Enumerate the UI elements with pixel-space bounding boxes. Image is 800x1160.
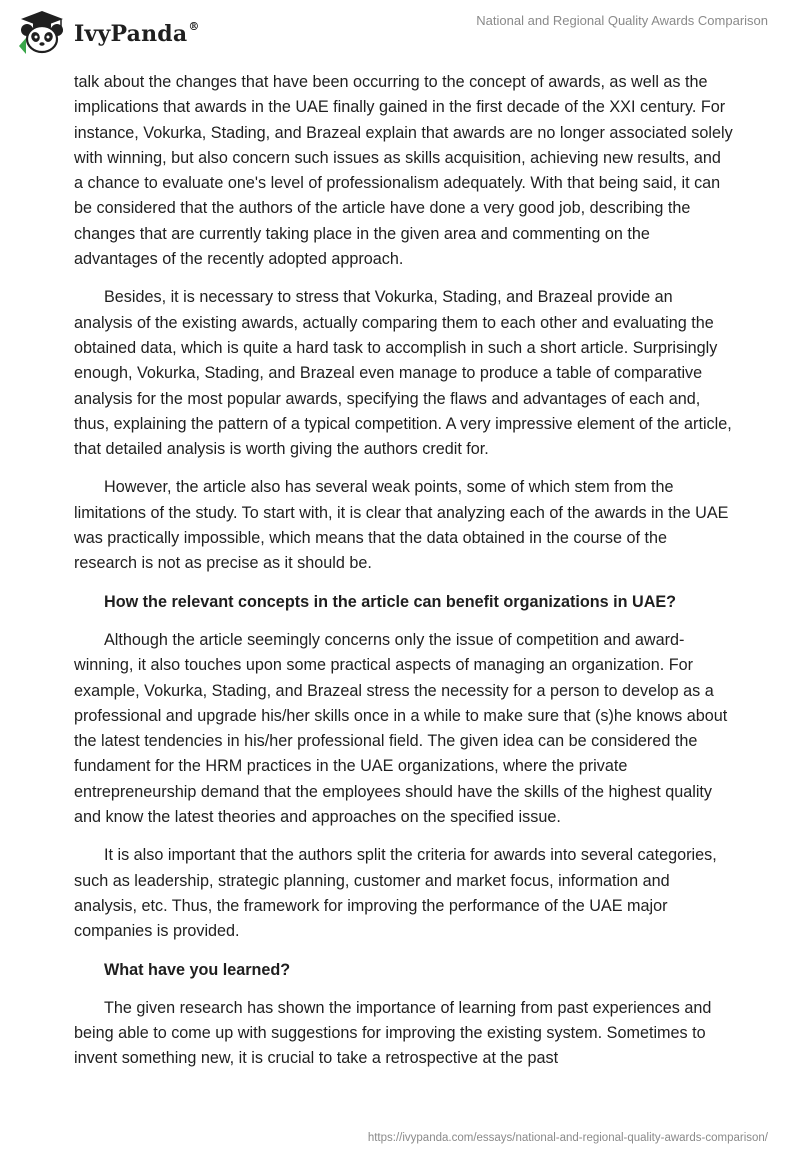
section-heading-learned: What have you learned?: [104, 960, 291, 979]
paragraph-4: Although the article seemingly concerns only the issue of competition and award-winning, it also touches upon some practical aspects of managing an organization. For example, Vokurka, Stading, and Brazeal stress the necessity for a person to develop as a professional and upgrade his/her skills once in a while to make sure that (s)he knows about the latest tendencies in his/her professional field. The given idea can be considered the fundament for the HRM practices in the UAE organizations, where the private entrepreneurship demand that the employees should have the skills of the highest quality and know the latest theories and approaches on the specified issue.: [74, 630, 728, 827]
section-heading-benefits: How the relevant concepts in the article can benefit organizations in UAE?: [104, 592, 677, 611]
essay-body: [74, 70, 734, 1085]
paragraph-3: However, the article also has several weak points, some of which stem from the limitations of the study. To start with, it is clear that analyzing each of the awards in the UAE was practically impossible, which means that the data obtained in the course of the research is not as precise as it should be.: [74, 478, 729, 573]
paragraph-6: The given research has shown the importance of learning from past experiences and being able to come up with suggestions for improving the existing system. Sometimes to invent something new, it is crucial to take a retrospective at the past: [74, 998, 712, 1068]
paragraph-5: It is also important that the authors split the criteria for awards into several categories, such as leadership, strategic planning, customer and market focus, information and analysis, etc. Thus, the framework for improving the performance of the UAE major companies is provided.: [74, 846, 717, 941]
page-header: [0, 0, 800, 70]
panda-logo-icon: [16, 8, 68, 56]
source-url[interactable]: https://ivypanda.com/essays/national-and-regional-quality-awards-comparison/: [367, 1132, 768, 1144]
brand-name: IvyPanda®: [74, 19, 200, 47]
document-title: National and Regional Quality Awards Comparison: [476, 13, 768, 28]
brand-logo[interactable]: [16, 8, 200, 56]
paragraph-1: talk about the changes that have been occurring to the concept of awards, as well as the implications that awards in the UAE finally gained in the first decade of the XXI century. For instance, Vokurka, Stading, and Brazeal explain that awards are no longer associated solely with winning, but also concern such issues as skills acquisition, achieving new results, and a chance to evaluate one's level of professionalism adequately. With that being said, it can be considered that the authors of the article have done a very good job, describing the changes that are currently taking place in the given area and commenting on the advantages of the recently adopted approach.: [74, 73, 733, 269]
paragraph-2: Besides, it is necessary to stress that Vokurka, Stading, and Brazeal provide an analysis of the existing awards, actually comparing them to each other and evaluating the obtained data, which is quite a hard task to accomplish in such a short article. Surprisingly enough, Vokurka, Stading, and Brazeal even manage to produce a table of comparative analysis for the most popular awards, specifying the flaws and advantages of each and, thus, explaining the pattern of a typical competition. A very impressive element of the article, that detailed analysis is worth giving the authors credit for.: [74, 288, 732, 459]
